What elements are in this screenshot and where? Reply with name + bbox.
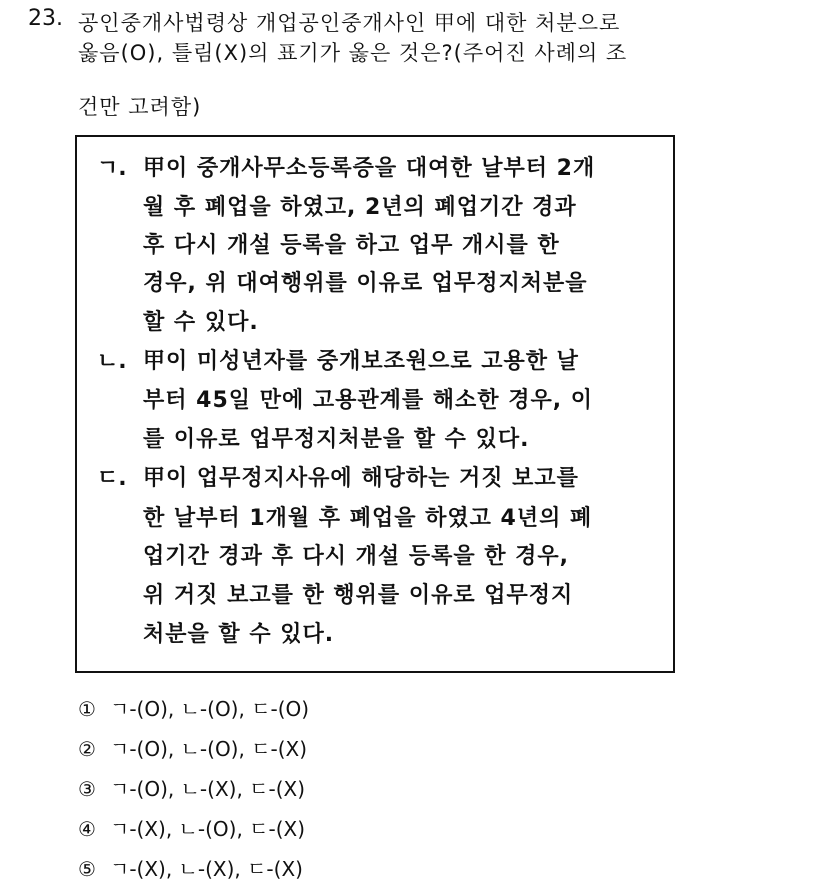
item-label: ㄱ. [97, 156, 127, 181]
item-line: 위 거짓 보고를 한 행위를 이유로 업무정지 [143, 583, 574, 608]
item-line: 를 이유로 업무정지처분을 할 수 있다. [143, 427, 530, 452]
option-number: ④ [78, 817, 96, 841]
option-text: ㄱ-(X), ㄴ-(O), ㄷ-(X) [110, 817, 306, 841]
option-number: ① [78, 697, 96, 721]
option-text: ㄱ-(O), ㄴ-(X), ㄷ-(X) [110, 777, 306, 801]
question-number: 23. [28, 6, 63, 31]
answer-option-1[interactable] [78, 693, 309, 722]
question-text-line: 건만 고려함) [78, 95, 202, 119]
answer-option-2[interactable] [78, 733, 307, 762]
item-line: 처분을 할 수 있다. [143, 622, 335, 647]
option-number: ② [78, 737, 96, 761]
option-text: ㄱ-(O), ㄴ-(O), ㄷ-(X) [110, 737, 308, 761]
answer-option-4[interactable] [78, 813, 305, 842]
question-text-line: 옳음(O), 틀림(X)의 표기가 옳은 것은?(주어진 사례의 조 [78, 41, 628, 65]
answer-option-3[interactable] [78, 773, 305, 802]
statement-box [75, 135, 675, 673]
item-line: 甲이 중개사무소등록증을 대여한 날부터 2개 [143, 156, 596, 181]
item-label: ㄴ. [97, 349, 127, 374]
option-number: ③ [78, 777, 96, 801]
item-line: 할 수 있다. [143, 310, 259, 335]
item-line: 甲이 업무정지사유에 해당하는 거짓 보고를 [143, 466, 579, 491]
item-line: 甲이 미성년자를 중개보조원으로 고용한 날 [143, 349, 579, 374]
option-number: ⑤ [78, 857, 96, 881]
item-line: 월 후 폐업을 하였고, 2년의 폐업기간 경과 [143, 195, 577, 220]
item-line: 한 날부터 1개월 후 폐업을 하였고 4년의 폐 [143, 506, 593, 531]
option-text: ㄱ-(O), ㄴ-(O), ㄷ-(O) [110, 697, 310, 721]
item-line: 후 다시 개설 등록을 하고 업무 개시를 한 [143, 233, 560, 258]
item-line: 부터 45일 만에 고용관계를 해소한 경우, 이 [143, 388, 593, 413]
item-label: ㄷ. [97, 466, 127, 491]
option-text: ㄱ-(X), ㄴ-(X), ㄷ-(X) [110, 857, 303, 881]
item-line: 경우, 위 대여행위를 이유로 업무정지처분을 [143, 271, 588, 296]
question-text-line: 공인중개사법령상 개업공인중개사인 甲에 대한 처분으로 [78, 11, 621, 35]
answer-option-5[interactable] [78, 853, 303, 882]
item-line: 업기간 경과 후 다시 개설 등록을 한 경우, [143, 544, 570, 569]
